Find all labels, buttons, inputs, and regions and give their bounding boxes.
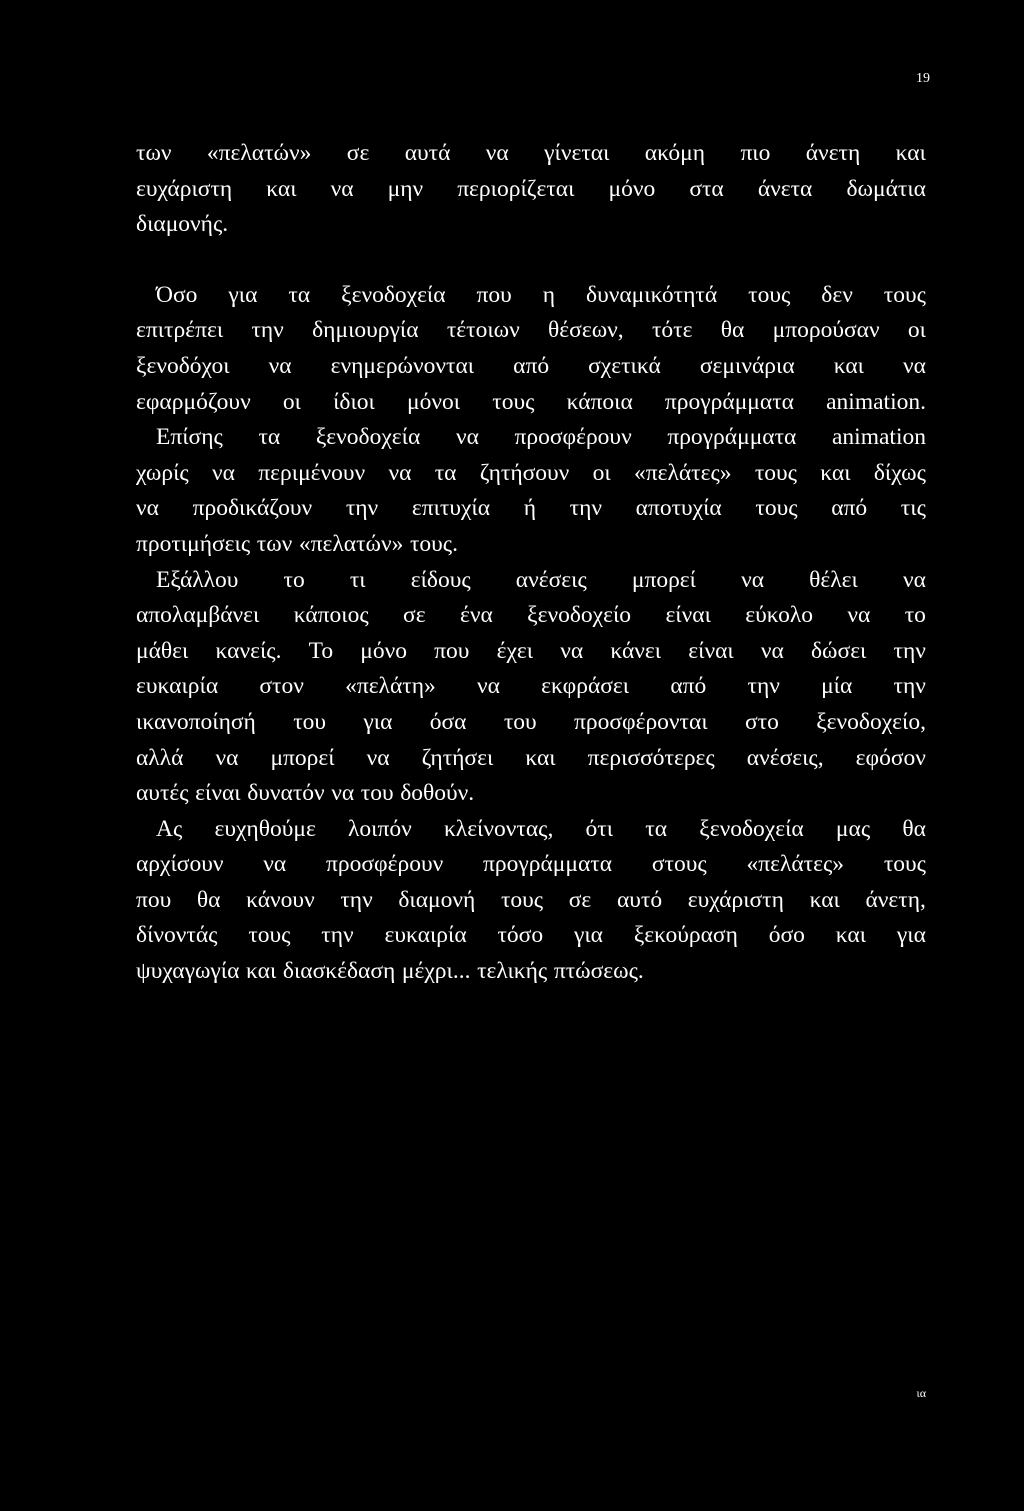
- word: να: [263, 851, 287, 878]
- word: και: [525, 744, 556, 771]
- word: να: [847, 602, 871, 629]
- word: την: [251, 317, 284, 344]
- word: στο: [744, 708, 779, 735]
- word: μόνο: [360, 637, 408, 664]
- word: σε: [403, 602, 426, 629]
- text-line: [136, 705, 926, 741]
- word: σεμινάρια: [699, 352, 795, 379]
- word: προδικάζουν: [192, 495, 313, 522]
- word: θα: [720, 317, 745, 344]
- word: το: [283, 566, 305, 593]
- word: απολαμβάνει: [136, 602, 260, 629]
- word: διασκέδαση: [282, 958, 396, 985]
- word: του: [293, 708, 327, 735]
- word: ευκαιρία: [136, 673, 219, 700]
- word: τόσο: [497, 922, 544, 949]
- word: τους.: [409, 530, 458, 557]
- word: περισσότερες: [587, 744, 715, 771]
- word: οι: [592, 459, 611, 486]
- text-line: [136, 527, 926, 563]
- word: θέσεων,: [548, 317, 624, 344]
- word: ευκαιρία: [384, 922, 467, 949]
- word: από: [513, 352, 550, 379]
- word: κάποιος: [293, 602, 369, 629]
- word: και: [895, 140, 926, 166]
- word: επιτυχία: [411, 495, 491, 522]
- word: είναι: [195, 780, 241, 807]
- word: τα: [288, 281, 311, 308]
- word: οι: [282, 388, 301, 415]
- word: αυτό: [616, 886, 663, 913]
- word: πιο: [740, 140, 771, 166]
- word: τα: [434, 459, 457, 486]
- word: για: [573, 922, 603, 949]
- word: την: [893, 637, 926, 664]
- word: λοιπόν: [348, 815, 412, 842]
- word: τις: [900, 495, 926, 522]
- word: ανέσεις: [515, 566, 587, 593]
- word: χωρίς: [136, 459, 189, 486]
- word: που: [136, 886, 172, 913]
- word: να: [215, 744, 239, 771]
- text-line: [136, 349, 926, 385]
- word: ότι: [585, 815, 614, 842]
- word: πτώσεως.: [553, 958, 644, 985]
- word: και: [835, 922, 867, 949]
- word: τους: [492, 388, 535, 415]
- word: και: [266, 175, 297, 202]
- word: μην: [387, 175, 424, 202]
- text-line: [136, 741, 926, 777]
- text-line: [136, 172, 926, 208]
- word: θα: [902, 815, 926, 842]
- word: που: [476, 281, 512, 308]
- word: για: [228, 281, 258, 308]
- word: ξενοδοχείο: [527, 602, 632, 629]
- page-number-top: 19: [916, 71, 930, 86]
- text-line: [136, 776, 926, 812]
- word: προγράμματα: [483, 851, 613, 878]
- word: ζητήσει: [421, 744, 494, 771]
- word: τους: [248, 922, 291, 949]
- word: του: [360, 780, 394, 807]
- page-number-bottom: ια: [916, 1386, 926, 1400]
- word: τελικής: [477, 958, 548, 985]
- text-line: [136, 847, 926, 883]
- word: αρχίσουν: [136, 851, 224, 878]
- word: να: [212, 459, 235, 486]
- word: προσφέρονται: [574, 708, 708, 735]
- word: τους: [748, 281, 791, 308]
- word: Ας: [156, 815, 183, 842]
- word: είναι: [688, 637, 734, 664]
- word: «πελάτες»: [633, 459, 732, 486]
- word: εφαρμόζουν: [136, 388, 251, 415]
- word: να: [268, 352, 292, 379]
- word: είδους: [410, 566, 471, 593]
- word: δεν: [821, 281, 853, 308]
- word: ξενοδοχεία: [315, 424, 421, 451]
- word: περιμένουν: [258, 459, 366, 486]
- body-text: [136, 136, 926, 990]
- word: animation: [832, 424, 926, 451]
- word: μπορούσαν: [772, 317, 880, 344]
- word: ζητήσουν: [479, 459, 570, 486]
- word: τι: [349, 566, 366, 593]
- text-line: [136, 456, 926, 492]
- word: αυτές: [136, 780, 189, 807]
- word: τους: [500, 886, 544, 913]
- word: η: [542, 281, 556, 308]
- word: animation.: [826, 388, 926, 415]
- word: δώσει: [810, 637, 867, 664]
- word: στους: [651, 851, 707, 878]
- word: και: [833, 352, 864, 379]
- word: των: [136, 140, 172, 166]
- word: από: [670, 673, 707, 700]
- word: κάνουν: [246, 886, 315, 913]
- word: οι: [907, 317, 926, 344]
- text-line: [136, 812, 926, 848]
- word: «πελάτη»: [345, 673, 436, 700]
- word: την: [321, 922, 354, 949]
- word: αλλά: [136, 744, 184, 771]
- word: ανέσεις,: [746, 744, 824, 771]
- word: στα: [689, 175, 724, 202]
- text-line: [136, 563, 926, 599]
- word: να: [485, 140, 509, 166]
- word: να: [136, 495, 159, 522]
- word: για: [896, 922, 926, 949]
- word: ξενοδοχεία: [699, 815, 804, 842]
- word: των: [256, 530, 293, 557]
- word: αυτά: [404, 140, 451, 166]
- word: να: [902, 566, 926, 593]
- word: άνετη: [805, 140, 861, 166]
- paragraph-gap: [136, 243, 926, 278]
- word: δοθούν.: [400, 780, 475, 807]
- word: ξενοδόχοι: [136, 352, 230, 379]
- word: μόνο: [608, 175, 656, 202]
- word: τους: [883, 851, 926, 878]
- word: θέλει: [809, 566, 858, 593]
- word: δημιουργία: [312, 317, 419, 344]
- word: για: [363, 708, 393, 735]
- text-line: [136, 207, 926, 243]
- word: ακόμη: [644, 140, 706, 166]
- word: ευχάριστη: [687, 886, 784, 913]
- word: στον: [259, 673, 304, 700]
- word: να: [388, 459, 412, 486]
- word: να: [903, 352, 926, 379]
- word: εύκολο: [745, 602, 813, 629]
- word: εφόσον: [855, 744, 926, 771]
- word: μάθει: [136, 637, 189, 664]
- word: να: [331, 780, 355, 807]
- text-line: [136, 136, 926, 172]
- word: να: [476, 673, 500, 700]
- word: δυναμικότητά: [586, 281, 718, 308]
- word: τα: [645, 815, 668, 842]
- word: διαμονής.: [136, 211, 229, 238]
- word: του: [503, 708, 537, 735]
- word: δίχως: [873, 459, 926, 486]
- word: προσφέρουν: [326, 851, 444, 878]
- word: την: [340, 886, 373, 913]
- word: «πελάτες»: [746, 851, 845, 878]
- word: ψυχαγωγία: [136, 958, 240, 985]
- word: να: [455, 424, 479, 451]
- paragraph-intro-continuation: [136, 136, 926, 243]
- word: τέτοιων: [446, 317, 520, 344]
- word: αποτυχία: [635, 495, 722, 522]
- word: να: [760, 637, 784, 664]
- word: τότε: [651, 317, 693, 344]
- word: άνετη,: [865, 886, 926, 913]
- word: άνετα: [757, 175, 813, 202]
- word: τα: [258, 424, 281, 451]
- word: ενημερώνονται: [330, 352, 475, 379]
- paragraph-main: [136, 278, 926, 990]
- word: μπορεί: [631, 566, 696, 593]
- word: σχετικά: [588, 352, 661, 379]
- word: ευχάριστη: [136, 175, 233, 202]
- word: ικανοποίησή: [136, 708, 256, 735]
- text-line: [136, 491, 926, 527]
- word: προγράμματα: [664, 388, 794, 415]
- word: ξενοδοχείο,: [816, 708, 926, 735]
- text-line: [136, 883, 926, 919]
- word: διαμονή: [398, 886, 476, 913]
- text-line: [136, 313, 926, 349]
- word: που: [434, 637, 470, 664]
- word: δυνατόν: [247, 780, 325, 807]
- word: προγράμματα: [667, 424, 797, 451]
- word: Εξάλλου: [156, 566, 239, 593]
- text-line: [136, 420, 926, 456]
- text-line: [136, 918, 926, 954]
- word: «πελατών»: [298, 530, 404, 557]
- word: την: [569, 495, 603, 522]
- word: από: [831, 495, 868, 522]
- text-line: [136, 598, 926, 634]
- word: προσφέρουν: [514, 424, 632, 451]
- word: ξεκούραση: [633, 922, 738, 949]
- word: μπορεί: [270, 744, 335, 771]
- word: την: [747, 673, 780, 700]
- word: σε: [568, 886, 592, 913]
- text-line: [136, 634, 926, 670]
- word: να: [330, 175, 354, 202]
- word: τους: [754, 459, 797, 486]
- word: Το: [308, 637, 334, 664]
- text-line: [136, 278, 926, 314]
- word: είναι: [665, 602, 711, 629]
- word: μία: [821, 673, 853, 700]
- word: σε: [346, 140, 370, 166]
- word: μας: [835, 815, 871, 842]
- word: να: [560, 637, 584, 664]
- word: δίνοντάς: [136, 922, 218, 949]
- word: όσο: [768, 922, 805, 949]
- word: δωμάτια: [846, 175, 926, 202]
- word: το: [904, 602, 926, 629]
- word: «πελατών»: [206, 140, 312, 166]
- word: να: [366, 744, 390, 771]
- word: κανείς.: [215, 637, 282, 664]
- word: περιορίζεται: [457, 175, 575, 202]
- word: κάποια: [566, 388, 633, 415]
- word: γίνεται: [544, 140, 610, 166]
- word: κάνει: [610, 637, 662, 664]
- word: όσα: [429, 708, 467, 735]
- word: να: [741, 566, 765, 593]
- word: την: [345, 495, 379, 522]
- word: ευχηθούμε: [214, 815, 316, 842]
- text-line: [136, 669, 926, 705]
- word: εκφράσει: [541, 673, 630, 700]
- word: Επίσης: [156, 424, 223, 451]
- word: ξενοδοχεία: [341, 281, 446, 308]
- word: προτιμήσεις: [136, 530, 251, 557]
- word: ή: [523, 495, 536, 522]
- word: τους: [883, 281, 926, 308]
- word: και: [820, 459, 851, 486]
- word: ίδιοι: [333, 388, 375, 415]
- text-line: [136, 954, 926, 990]
- word: μόνοι: [407, 388, 461, 415]
- word: ένα: [459, 602, 493, 629]
- word: κλείνοντας,: [443, 815, 554, 842]
- word: μέχρι...: [401, 958, 471, 985]
- word: και: [809, 886, 840, 913]
- word: έχει: [496, 637, 534, 664]
- word: τους: [755, 495, 798, 522]
- word: επιτρέπει: [136, 317, 224, 344]
- word: Όσο: [156, 281, 198, 308]
- text-line: [136, 385, 926, 421]
- word: θα: [196, 886, 221, 913]
- word: την: [893, 673, 926, 700]
- word: και: [246, 958, 277, 985]
